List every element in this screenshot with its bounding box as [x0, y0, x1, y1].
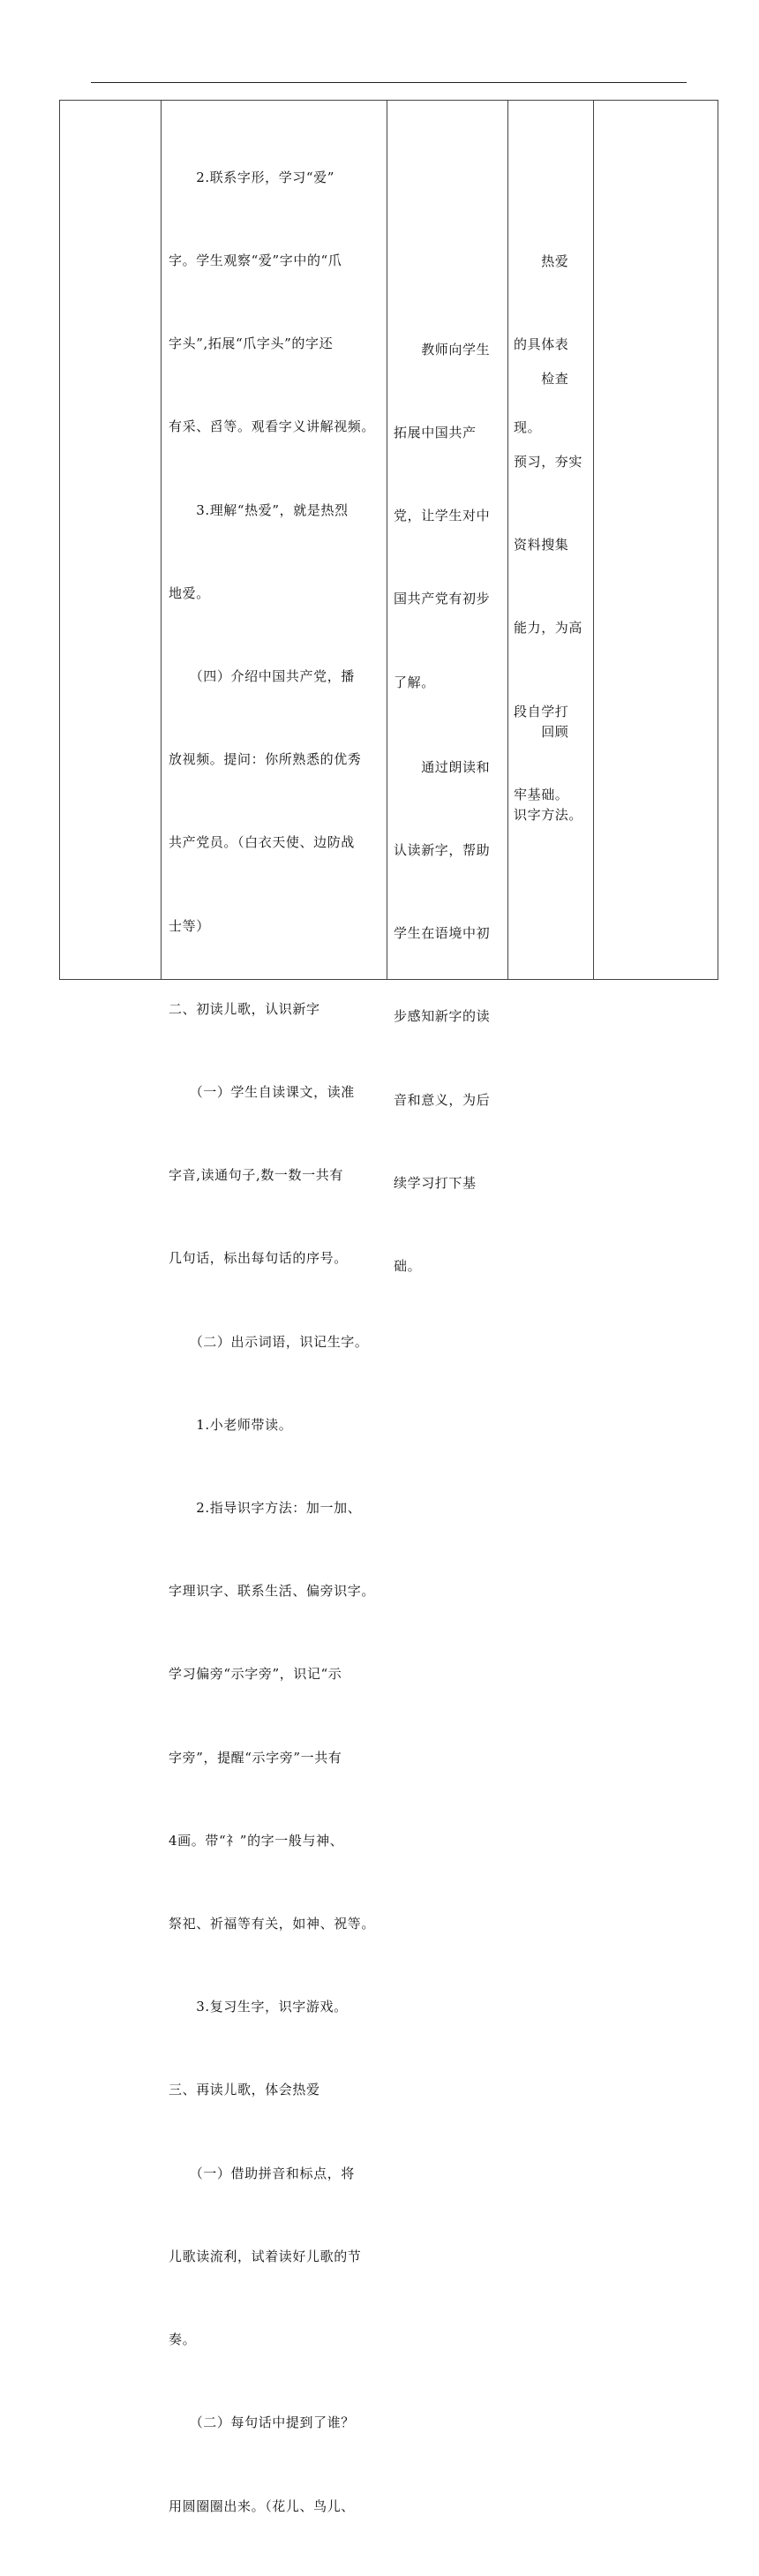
intent-line: 拓展中国共产	[394, 425, 477, 441]
section-heading: 三、再读儿歌，体会热爱	[169, 2082, 320, 2098]
section-heading: 二、初读儿歌，认识新字	[169, 1000, 320, 1017]
process-line: （二）出示词语，识记生字。	[169, 1333, 369, 1350]
process-line: 字头”,拓展“爪字头”的字还	[169, 335, 334, 352]
process-line: 几句话，标出每句话的序号。	[169, 1250, 348, 1267]
intent-line: 础。	[394, 1258, 422, 1275]
teaching-process-cell	[169, 109, 380, 2576]
note-line: 热爱	[514, 252, 569, 269]
note-line: 预习，夯实	[514, 454, 583, 471]
note-line: 段自学打	[514, 703, 569, 719]
intent-line: 党，让学生对中	[394, 508, 491, 524]
process-line: 学习偏旁“示字旁”，识记“示	[169, 1666, 342, 1683]
process-line: 士等）	[169, 917, 210, 934]
process-line: 地爱。	[169, 584, 210, 601]
process-line: 3.理解“热爱”，就是热烈	[169, 501, 349, 518]
intent-line: 音和意义，为后	[394, 1091, 491, 1108]
intent-line: 了解。	[394, 674, 435, 690]
column-divider-1	[161, 101, 162, 979]
process-line: 字音,读通句子,数一数一共有	[169, 1167, 343, 1184]
process-line: 儿歌读流利，试着读好儿歌的节	[169, 2248, 362, 2264]
intent-line: 认读新字，帮助	[394, 842, 491, 859]
process-line: （一）学生自读课文，读准	[169, 1084, 355, 1101]
note-block-3	[514, 663, 590, 885]
process-line: 2.联系字形，学习“爱”	[169, 169, 335, 185]
process-line: 字旁”，提醒“示字旁”一共有	[169, 1749, 342, 1766]
intent-line: 通过朗读和	[394, 758, 491, 775]
process-line: 共产党员。（白衣天使、边防战	[169, 834, 355, 851]
intent-line: 续学习打下基	[394, 1174, 477, 1191]
process-line: 奏。	[169, 2331, 197, 2348]
process-line: （二）每句话中提到了谁？	[169, 2414, 355, 2431]
intent-line: 教师向学生	[394, 341, 491, 358]
process-line: 字理识字、联系生活、偏旁识字。	[169, 1583, 376, 1600]
process-line: （一）借助拼音和标点，将	[169, 2165, 355, 2181]
process-line: 2.指导识字方法：加一加、	[169, 1500, 362, 1517]
intent-line: 学生在语境中初	[394, 925, 491, 942]
lesson-plan-table	[59, 100, 718, 2514]
design-intent-block-1	[394, 281, 503, 752]
intent-line: 国共产党有初步	[394, 591, 491, 607]
process-line: 4画。带“礻”的字一般与神、	[169, 1832, 344, 1849]
process-line: 3.复习生字，识字游戏。	[169, 1999, 348, 2015]
process-line: 用圆圈圈出来。（花儿、鸟儿、	[169, 2497, 355, 2514]
note-line: 现。	[514, 419, 542, 436]
process-line: 祭祀、祈福等有关，如神、祝等。	[169, 1916, 376, 1932]
note-line: 牢基础。	[514, 786, 569, 802]
note-line: 的具体表	[514, 336, 569, 353]
process-line: 1.小老师带读。	[169, 1416, 293, 1433]
note-line: 检查	[514, 370, 569, 387]
note-line: 识字方法。	[514, 807, 583, 824]
column-divider-4	[593, 101, 594, 979]
design-intent-block-2	[394, 698, 503, 1336]
header-rule	[91, 82, 687, 83]
process-line: （四）介绍中国共产党，播	[169, 668, 355, 685]
process-line: 字。学生观察“爱”字中的“爪	[169, 252, 342, 269]
process-line: 有采、舀等。观看字义讲解视频。	[169, 418, 376, 435]
intent-line: 步感知新字的读	[394, 1008, 491, 1025]
note-line: 资料搜集	[514, 537, 569, 554]
process-line: 放视频。提问：你所熟悉的优秀	[169, 751, 362, 768]
note-line: 能力，为高	[514, 620, 583, 636]
column-divider-3	[507, 101, 508, 979]
note-line: 回顾	[514, 723, 569, 740]
